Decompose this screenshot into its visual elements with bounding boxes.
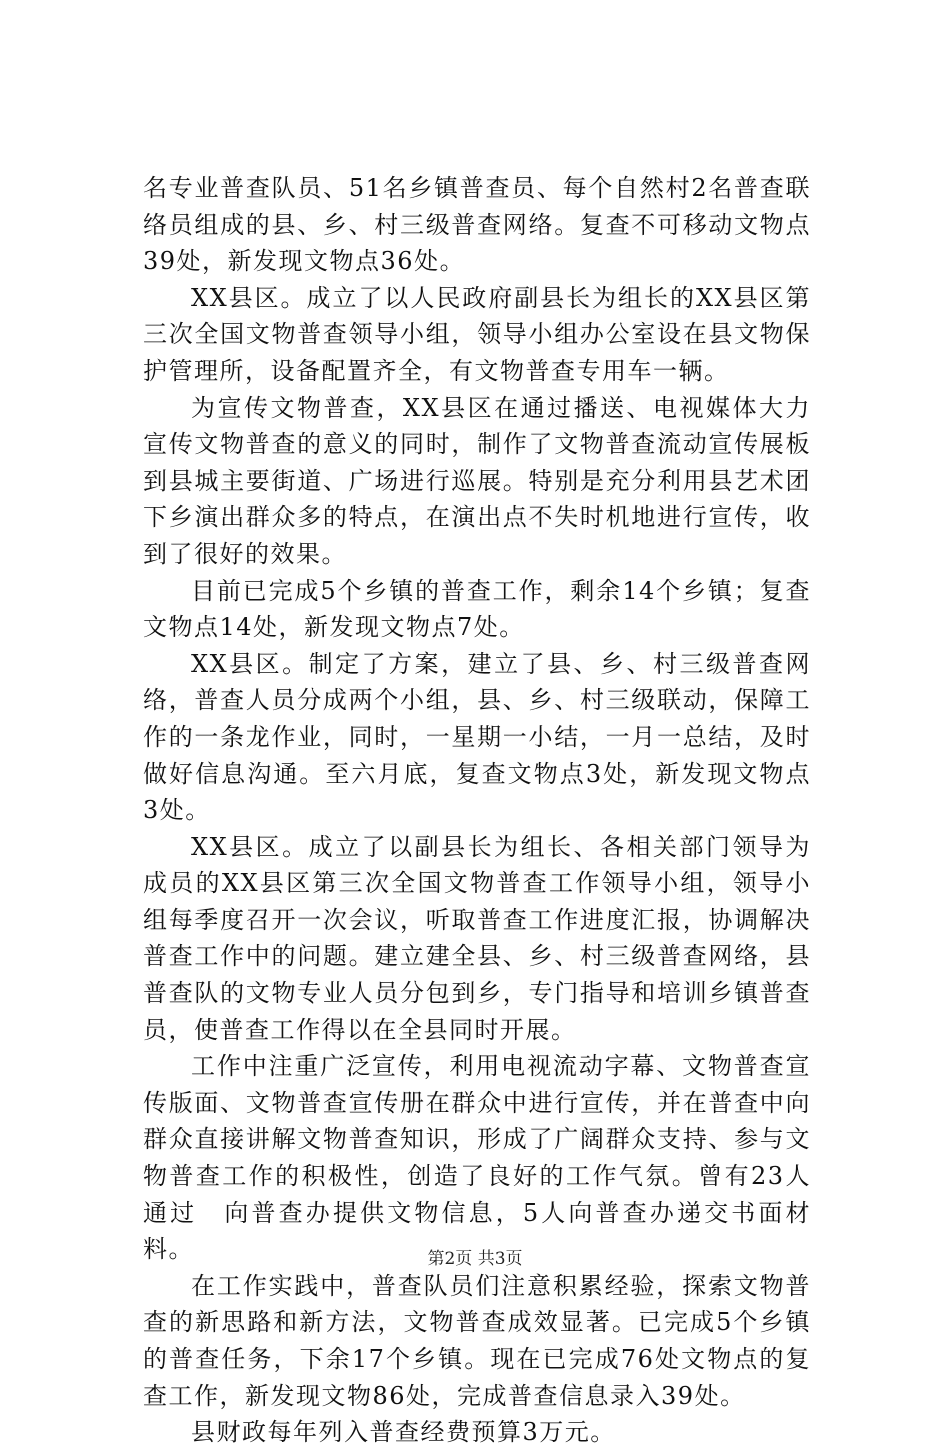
paragraph: 为宣传文物普查，XX县区在通过播送、电视媒体大力宣传文物普查的意义的同时，制作了文物普查流动宣传展板到县城主要街道、广场进行巡展。特别是充分利用县艺术团下乡演出群众多的特点，在演出点不失时机地进行宣传，收到了很好的效果。 (143, 393, 811, 568)
paragraph: 工作中注重广泛宣传，利用电视流动字幕、文物普查宣传版面、文物普查宣传册在群众中进行宣传，并在普查中向群众直接讲解文物普查知识，形成了广阔群众支持、参与文物普查工作的积极性，创造了良好的工作气氛。曾有23人通过 向普查办提供文物信息，5人向普查办递交书面材料。 (143, 1052, 811, 1264)
paragraph: 名专业普查队员、51名乡镇普查员、每个自然村2名普查联络员组成的县、乡、村三级普查网络。复查不可移动文物点39处，新发现文物点36处。 (143, 174, 811, 276)
paragraph: XX县区。成立了以人民政府副县长为组长的XX县区第三次全国文物普查领导小组，领导小组办公室设在县文物保护管理所，设备配置齐全，有文物普查专用车一辆。 (143, 283, 811, 385)
paragraph: 在工作实践中，普查队员们注意积累经验，探索文物普查的新思路和新方法，文物普查成效显著。已完成5个乡镇的普查任务，下余17个乡镇。现在已完成76处文物点的复查工作，新发现文物86处，完成普查信息录入39处。 (143, 1271, 811, 1410)
paragraph: XX县区。制定了方案，建立了县、乡、村三级普查网络，普查人员分成两个小组，县、乡、村三级联动，保障工作的一条龙作业，同时，一星期一小结，一月一总结，及时做好信息沟通。至六月底，复查文物点3处，新发现文物点3处。 (143, 649, 811, 825)
paragraph: 目前已完成5个乡镇的普查工作，剩余14个乡镇；复查文物点14处，新发现文物点7处。 (143, 576, 811, 642)
paragraph: 县财政每年列入普查经费预算3万元。 (191, 1418, 616, 1447)
paragraph: XX县区。成立了以副县长为组长、各相关部门领导为成员的XX县区第三次全国文物普查工作领导小组，领导小组每季度召开一次会议，听取普查工作进度汇报，协调解决普查工作中的问题。建立建全县、乡、村三级普查网络，县普查队的文物专业人员分包到乡，专门指导和培训乡镇普查员，使普查工作得以在全县同时开展。 (143, 832, 811, 1044)
page-footer: 第2页 共3页 (427, 1249, 523, 1269)
